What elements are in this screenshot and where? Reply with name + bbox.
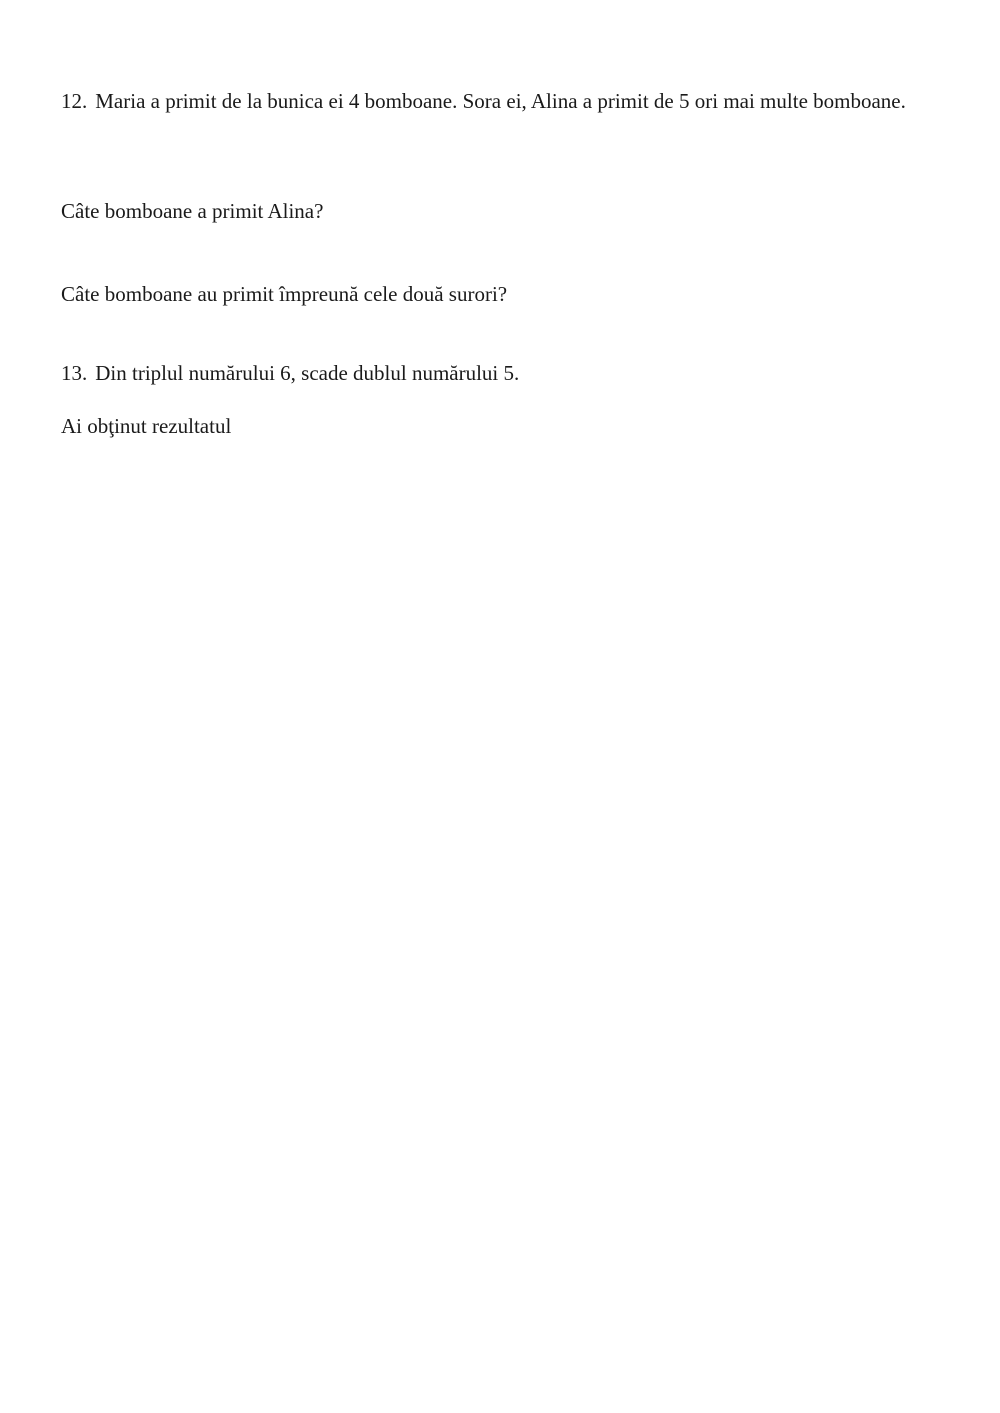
exercise-12-question-2: Câte bomboane au primit împreună cele două surori? xyxy=(61,282,508,306)
exercise-13-question-1: Ai obţinut rezultatul xyxy=(61,414,232,438)
exercise-12 xyxy=(61,88,941,115)
exercise-13 xyxy=(61,360,941,387)
exercise-number: 13. xyxy=(61,361,88,385)
exercise-text: Maria a primit de la bunica ei 4 bomboane. Sora ei, Alina a primit de 5 ori mai multe bomboane. xyxy=(95,89,906,113)
exercise-12-question-1: Câte bomboane a primit Alina? xyxy=(61,199,324,223)
exercise-number: 12. xyxy=(61,89,88,113)
exercise-text: Din triplul numărului 6, scade dublul numărului 5. xyxy=(95,361,520,385)
